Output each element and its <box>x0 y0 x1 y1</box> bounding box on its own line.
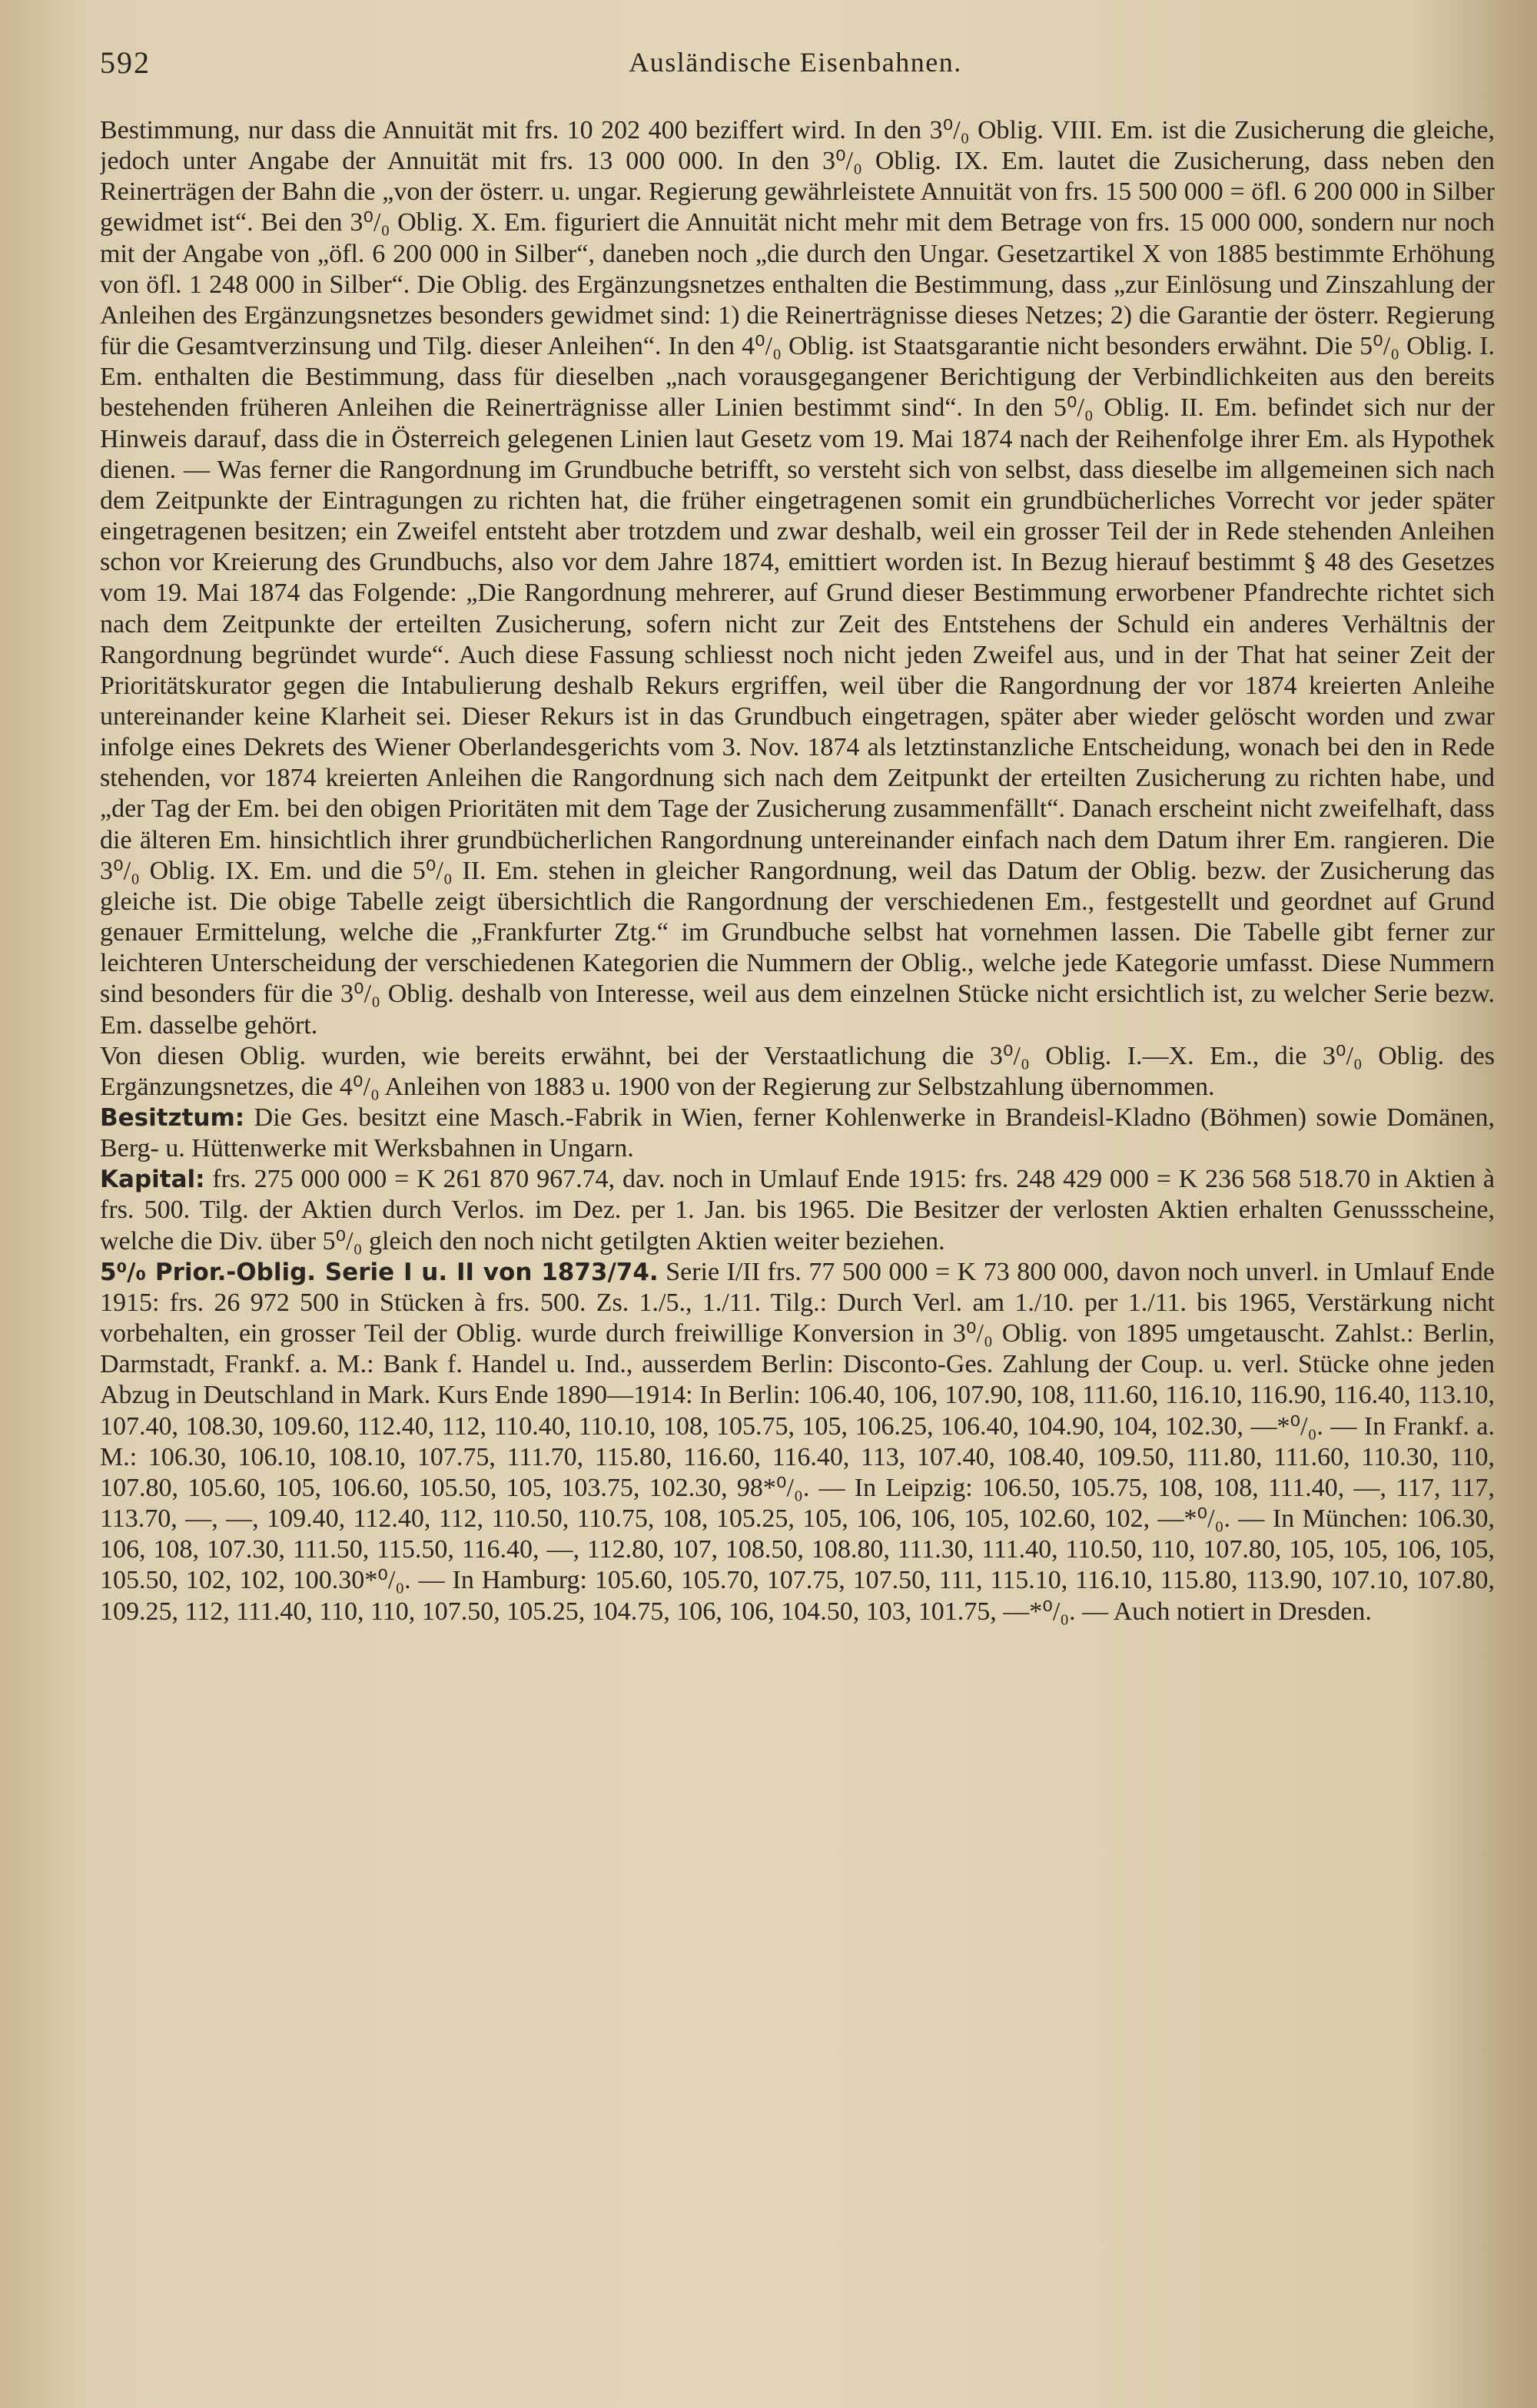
paragraph-besitztum <box>100 1103 1495 1164</box>
paragraph-nationalization: Von diesen Oblig. wurden, wie bereits erwähnt, bei der Verstaatlichung die 3⁰/₀ Oblig. I.—X. Em., die 3⁰/₀ Oblig. des Ergänzungsnetzes, die 4⁰/₀ Anleihen von 1883 u. 1900 von der Regierung zur Selbstzahlung übernommen. <box>100 1041 1495 1101</box>
page-header <box>100 45 1491 83</box>
paragraph-kapital <box>100 1164 1495 1256</box>
body-text <box>100 115 1495 2297</box>
page-number: 592 <box>100 45 151 80</box>
kapital-heading: Kapital: <box>100 1166 205 1194</box>
prior-oblig-heading: 5⁰/₀ Prior.-Oblig. Serie I u. II von 1873/74. <box>100 1258 659 1286</box>
kapital-text: frs. 275 000 000 = K 261 870 967.74, dav. noch in Umlauf Ende 1915: frs. 248 429 000 = K 236 568 518.70 in Aktien à frs. 500. Tilg. der Aktien durch Verlos. im Dez. per 1. Jan. bis 1965. Die Besitzer der verlosten Aktien erhalten Genussscheine, welche die Div. über 5⁰/₀ gleich den noch nicht getilgten Aktien weiter beziehen. <box>100 1165 1495 1255</box>
prior-oblig-text: Serie I/II frs. 77 500 000 = K 73 800 000, davon noch unverl. in Umlauf Ende 1915: frs. 26 972 500 in Stücken à frs. 500. Zs. 1./5., 1./11. Tilg.: Durch Verl. am 1./10. per 1./11. bis 1965, Verstärkung nicht vorbehalten, ein grosser Teil der Oblig. wurde durch freiwillige Konversion in 3⁰/₀ Oblig. von 1895 umgetauscht. Zahlst.: Berlin, Darmstadt, Frankf. a. M.: Bank f. Handel u. Ind., ausserdem Berlin: Disconto-Ges. Zahlung der Coup. u. verl. Stücke ohne jeden Abzug in Deutschland in Mark. Kurs Ende 1890—1914: In Berlin: 106.40, 106, 107.90, 108, 111.60, 116.10, 116.90, 116.40, 113.10, 107.40, 108.30, 109.60, 112.40, 112, 110.40, 110.10, 108, 105.75, 105, 106.25, 106.40, 104.90, 104, 102.30, —*⁰/₀. — In Frankf. a. M.: 106.30, 106.10, 108.10, 107.75, 111.70, 115.80, 116.60, 116.40, 113, 107.40, 108.40, 109.50, 111.80, 111.60, 110.30, 110, 107.80, 105.60, 105, 106.60, 105.50, 105, 103.75, 102.30, 98*⁰/₀. — In Leipzig: 106.50, 105.75, 108, 108, 111.40, —, 117, 117, 113.70, —, —, 109.40, 112.40, 112, 110.50, 110.75, 108, 105.25, 105, 106, 106, 105, 102.60, 102, —*⁰/₀. — In München: 106.30, 106, 108, 107.30, 111.50, 115.50, 116.40, —, 112.80, 107, 108.50, 108.80, 111.30, 111.40, 110.50, 110, 107.80, 105, 105, 106, 105, 105.50, 102, 102, 100.30*⁰/₀. — In Hamburg: 105.60, 105.70, 107.75, 107.50, 111, 115.10, 116.10, 115.80, 113.90, 107.10, 107.80, 109.25, 112, 111.40, 110, 110, 107.50, 105.25, 104.75, 106, 106, 104.50, 103, 101.75, —*⁰/₀. — Auch notiert in Dresden. <box>100 1257 1495 1626</box>
paragraph-prior-oblig <box>100 1257 1495 1627</box>
paragraph-obligations-ranking: Bestimmung, nur dass die Annuität mit frs. 10 202 400 beziffert wird. In den 3⁰/₀ Oblig. VIII. Em. ist die Zusicherung die gleiche, jedoch unter Angabe der Annuität mit frs. 13 000 000. In den 3⁰/₀ Oblig. IX. Em. lautet die Zusicherung, dass neben den Reinerträgen der Bahn die „von der österr. u. ungar. Regierung gewährleistete Annuität von frs. 15 500 000 = öfl. 6 200 000 in Silber gewidmet ist“. Bei den 3⁰/₀ Oblig. X. Em. figuriert die Annuität nicht mehr mit dem Betrage von frs. 15 000 000, sondern nur noch mit der Angabe von „öfl. 6 200 000 in Silber“, daneben noch „die durch den Ungar. Gesetzartikel X von 1885 bestimmte Erhöhung von öfl. 1 248 000 in Silber“. Die Oblig. des Ergänzungsnetzes enthalten die Bestimmung, dass „zur Einlösung und Zinszahlung der Anleihen des Ergänzungsnetzes besonders gewidmet sind: 1) die Reinerträgnisse dieses Netzes; 2) die Garantie der österr. Regierung für die Gesamtverzinsung und Tilg. dieser Anleihen“. In den 4⁰/₀ Oblig. ist Staatsgarantie nicht besonders erwähnt. Die 5⁰/₀ Oblig. I. Em. enthalten die Bestimmung, dass für dieselben „nach vorausgegangener Berichtigung der Verbindlichkeiten aus den bereits bestehenden früheren Anleihen die Reinerträgnisse aller Linien bestimmt sind“. In den 5⁰/₀ Oblig. II. Em. befindet sich nur der Hinweis darauf, dass die in Österreich gelegenen Linien laut Gesetz vom 19. Mai 1874 nach der Reihenfolge ihrer Em. als Hypothek dienen. — Was ferner die Rangordnung im Grundbuche betrifft, so versteht sich von selbst, dass dieselbe im allgemeinen sich nach dem Zeitpunkte der Eintragungen zu richten hat, die früher eingetragenen somit ein grundbücherliches Vorrecht vor jeder später eingetragenen besitzen; ein Zweifel entsteht aber trotzdem und zwar deshalb, weil ein grosser Teil der in Rede stehenden Anleihen schon vor Kreierung des Grundbuchs, also vor dem Jahre 1874, emittiert worden ist. In Bezug hierauf bestimmt § 48 des Gesetzes vom 19. Mai 1874 das Folgende: „Die Rangordnung mehrerer, auf Grund dieser Bestimmung erworbener Pfandrechte richtet sich nach dem Zeitpunkte der erteilten Zusicherung, sofern nicht zur Zeit des Entstehens der Schuld ein anderes Verhältnis der Rangordnung begründet wurde“. Auch diese Fassung schliesst noch nicht jeden Zweifel aus, und in der That hat seiner Zeit der Prioritätskurator gegen die Intabulierung deshalb Rekurs ergriffen, weil über die Rangordnung der vor 1874 kreierten Anleihe untereinander keine Klarheit sei. Dieser Rekurs ist in das Grundbuch eingetragen, später aber wieder gelöscht worden und zwar infolge eines Dekrets des Wiener Oberlandesgerichts vom 3. Nov. 1874 als letztinstanzliche Entscheidung, wonach bei den in Rede stehenden, vor 1874 kreierten Anleihen die Rangordnung sich nach dem Zeitpunkt der erteilten Zusicherung zu richten habe, und „der Tag der Em. bei den obigen Prioritäten mit dem Tage der Zusicherung zusammenfällt“. Danach erscheint nicht zweifelhaft, dass die älteren Em. hinsichtlich ihrer grundbücherlichen Rangordnung untereinander einfach nach dem Datum ihrer Em. rangieren. Die 3⁰/₀ Oblig. IX. Em. und die 5⁰/₀ II. Em. stehen in gleicher Rangordnung, weil das Datum der Oblig. bezw. der Zusicherung das gleiche ist. Die obige Tabelle zeigt übersichtlich die Rangordnung der verschiedenen Em., festgestellt und geordnet auf Grund genauer Ermittelung, welche die „Frankfurter Ztg.“ im Grundbuche selbst hat vornehmen lassen. Die Tabelle gibt ferner zur leichteren Unterscheidung der verschiedenen Kategorien die Nummern der Oblig., welche jede Kategorie umfasst. Diese Nummern sind besonders für die 3⁰/₀ Oblig. deshalb von Interesse, weil aus dem einzelnen Stücke nicht ersichtlich ist, zu welcher Serie bezw. Em. dasselbe gehört. <box>100 116 1495 1040</box>
besitztum-heading: Besitztum: <box>100 1104 245 1132</box>
running-title: Ausländische Eisenbahnen. <box>629 47 962 78</box>
besitztum-text: Die Ges. besitzt eine Masch.-Fabrik in Wien, ferner Kohlenwerke in Brandeisl-Kladno (Böhmen) sowie Domänen, Berg- u. Hüttenwerke mit Werksbahnen in Ungarn. <box>100 1103 1495 1163</box>
